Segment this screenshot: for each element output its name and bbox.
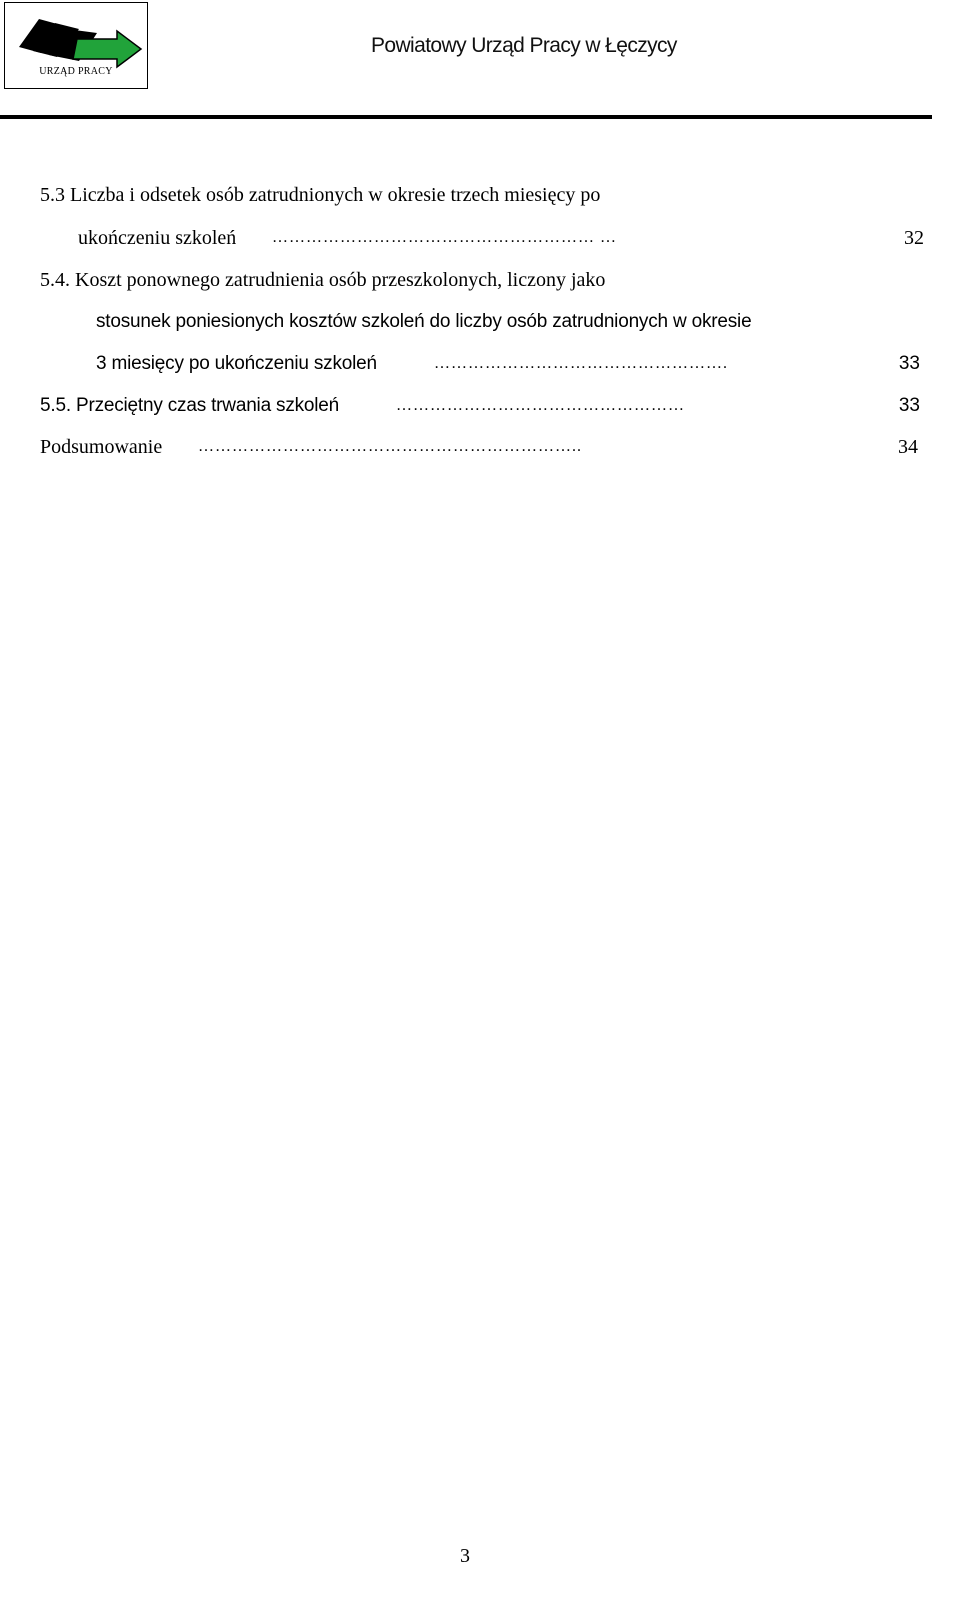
toc-dot-leader: ……………………………………………. [434,355,728,372]
logo-text: URZĄD PRACY [39,66,113,77]
toc-page-number: 32 [904,227,924,249]
toc-entry-5-4-line3[interactable]: 3 miesięcy po ukończeniu szkoleń [96,353,377,374]
toc-dot-leader: ………………………………………………… … [272,229,617,246]
header-divider [0,115,932,119]
toc-entry-5-3-line1[interactable]: 5.3 Liczba i odsetek osób zatrudnionych w okresie trzech miesięcy po [40,184,601,206]
toc-dot-leader: ………………………………………………………….. [198,438,582,455]
page-header [0,0,960,122]
toc-entry-5-3-line2[interactable]: ukończeniu szkoleń [78,227,237,249]
toc-entry-5-4-line2[interactable]: stosunek poniesionych kosztów szkoleń do liczby osób zatrudnionych w okresie [96,311,752,332]
office-name: Powiatowy Urząd Pracy w Łęczycy [371,34,677,57]
toc-entry-5-5[interactable]: 5.5. Przeciętny czas trwania szkoleń [40,395,340,416]
toc-dot-leader: …………………………………………… [396,397,685,414]
toc-page-number: 33 [898,353,920,374]
toc-entry-podsumowanie[interactable]: Podsumowanie [40,436,163,458]
footer-page-number: 3 [460,1545,470,1567]
toc-entry-5-4-line1[interactable]: 5.4. Koszt ponownego zatrudnienia osób przeszkolonych, liczony jako [40,269,606,291]
toc-page-number: 34 [898,436,918,458]
toc-page-number: 33 [898,395,920,416]
urzad-pracy-logo [4,2,148,89]
